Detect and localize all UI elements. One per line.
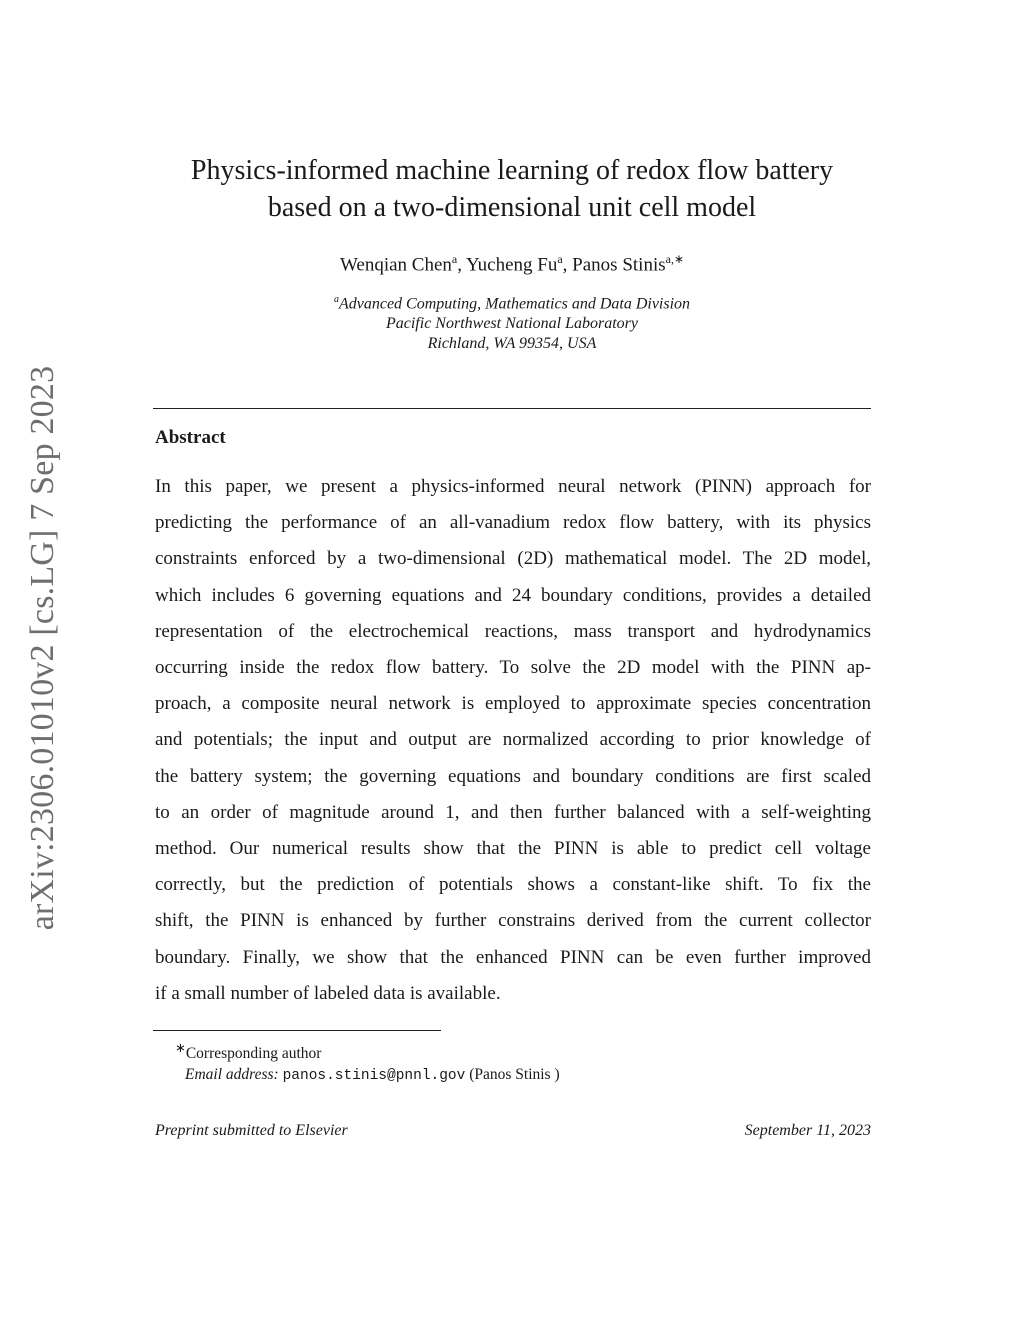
footnote-email-line bbox=[175, 1064, 560, 1087]
email-address-link[interactable]: panos.stinis@pnnl.gov bbox=[282, 1068, 466, 1085]
abstract-line: and potentials; the input and output are normalized according to prior knowledge of bbox=[155, 729, 871, 751]
author-affiliation-marker: a,∗ bbox=[665, 252, 685, 266]
author-name: Yucheng Fu bbox=[466, 254, 558, 276]
abstract-line: which includes 6 governing equations and 24 boundary conditions, provides a detailed bbox=[155, 584, 871, 606]
abstract-line-last: if a small number of labeled data is available. bbox=[155, 982, 501, 1004]
abstract-line: constraints enforced by a two-dimensional (2D) mathematical model. The 2D model, bbox=[155, 548, 871, 570]
abstract-heading: Abstract bbox=[155, 427, 226, 448]
abstract-body bbox=[155, 469, 871, 1012]
author-list bbox=[0, 252, 1024, 276]
footnote-marker: ∗ bbox=[175, 1040, 186, 1055]
abstract-line: representation of the electrochemical reactions, mass transport and hydrodynamics bbox=[155, 620, 871, 642]
author-name: Wenqian Chen bbox=[339, 254, 452, 276]
author-affiliation-marker: a bbox=[451, 252, 458, 266]
abstract-top-rule bbox=[153, 408, 871, 409]
arxiv-identifier-stamp: arXiv:2306.01010v2 [cs.LG] 7 Sep 2023 bbox=[24, 365, 61, 931]
abstract-line: correctly, but the prediction of potentials shows a constant-like shift. To fix the bbox=[155, 874, 871, 896]
abstract-line: occurring inside the redox flow battery. To solve the 2D model with the PINN ap- bbox=[155, 657, 871, 679]
abstract-line: shift, the PINN is enhanced by further constrains derived from the current collector bbox=[155, 910, 871, 932]
paper-title-line-1: Physics-informed machine learning of redox flow battery bbox=[190, 155, 834, 186]
preprint-note: Preprint submitted to Elsevier bbox=[155, 1122, 348, 1139]
footnote-corresponding bbox=[175, 1037, 560, 1064]
email-label: Email address: bbox=[185, 1066, 279, 1084]
author-affiliation-marker: a bbox=[557, 252, 563, 266]
abstract-line: to an order of magnitude around 1, and then further balanced with a self-weighting bbox=[155, 801, 871, 823]
paper-title-line-2: based on a two-dimensional unit cell model bbox=[267, 192, 757, 223]
footnote bbox=[175, 1037, 560, 1087]
affiliation-line-2: Pacific Northwest National Laboratory bbox=[385, 315, 638, 333]
email-owner-name: (Panos Stinis ) bbox=[469, 1066, 560, 1084]
author-separator: , bbox=[562, 254, 573, 276]
affiliation-line-1 bbox=[0, 290, 1024, 314]
abstract-line: method. Our numerical results show that the PINN is able to predict cell voltage bbox=[155, 838, 871, 860]
preprint-date: September 11, 2023 bbox=[744, 1122, 871, 1139]
affiliation-block bbox=[0, 290, 1024, 354]
author-separator: , bbox=[457, 254, 467, 276]
author-name: Panos Stinis bbox=[572, 254, 666, 276]
paper-title bbox=[0, 152, 1024, 226]
affiliation-division: Advanced Computing, Mathematics and Data Division bbox=[338, 295, 691, 313]
abstract-line: In this paper, we present a physics-informed neural network (PINN) approach for bbox=[155, 476, 871, 497]
abstract-line: the battery system; the governing equations and boundary conditions are first scaled bbox=[155, 765, 871, 787]
footnote-corresponding-text: Corresponding author bbox=[185, 1045, 322, 1063]
affiliation-marker: a bbox=[333, 294, 339, 305]
footnote-rule bbox=[153, 1030, 441, 1031]
abstract-line: predicting the performance of an all-vanadium redox flow battery, with its physics bbox=[155, 512, 871, 534]
abstract-line: boundary. Finally, we show that the enhanced PINN can be even further improved bbox=[155, 946, 871, 968]
affiliation-line-3: Richland, WA 99354, USA bbox=[427, 335, 597, 353]
abstract-line: proach, a composite neural network is employed to approximate species concentration bbox=[155, 693, 871, 715]
